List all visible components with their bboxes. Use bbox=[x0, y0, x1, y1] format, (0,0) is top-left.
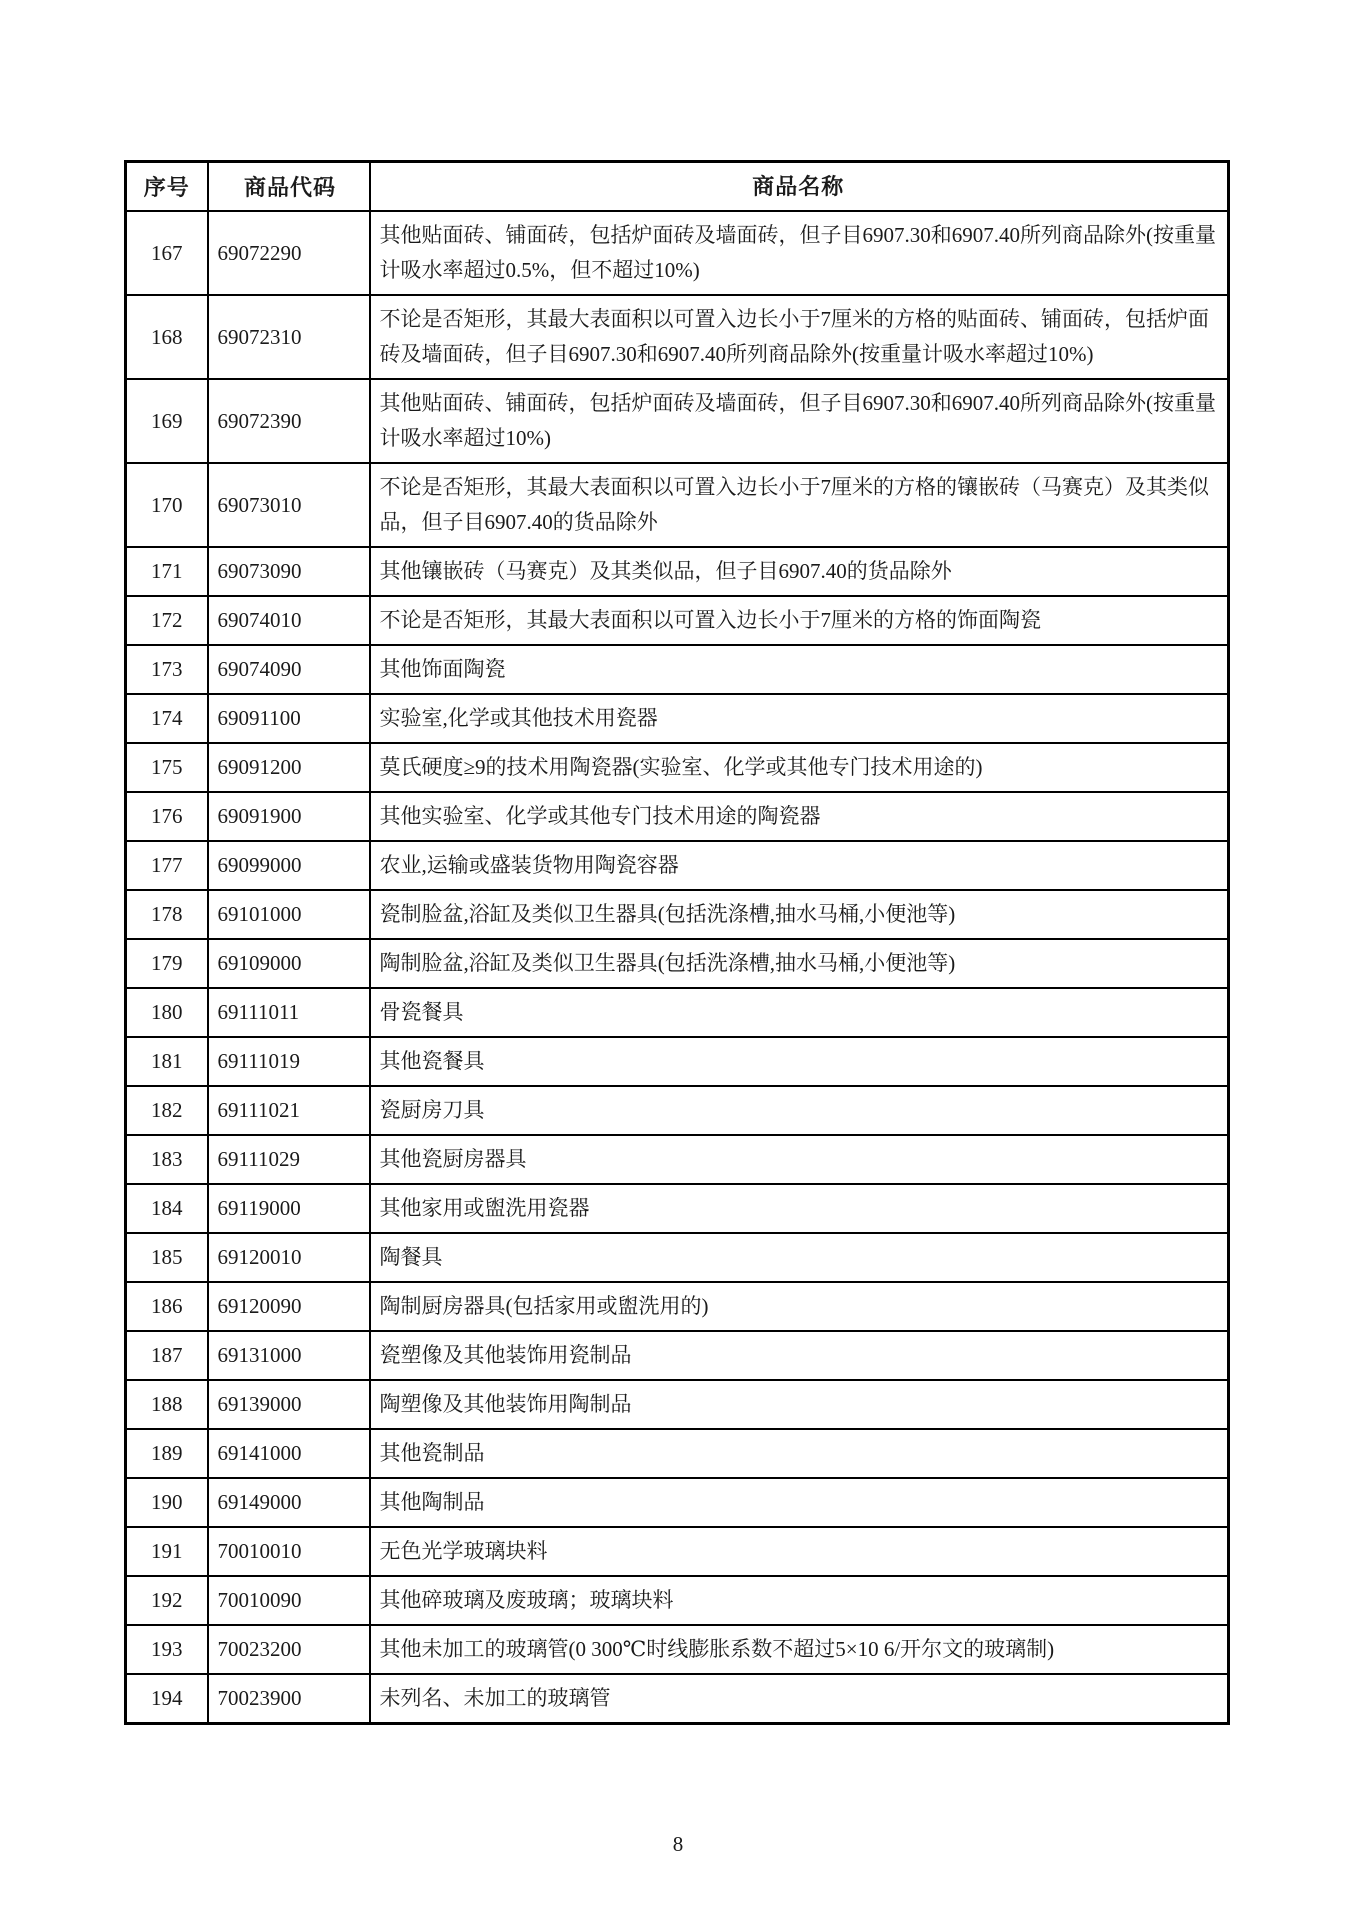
cell-code: 69091900 bbox=[208, 792, 370, 841]
cell-index: 171 bbox=[126, 547, 208, 596]
cell-code: 69111029 bbox=[208, 1135, 370, 1184]
cell-name: 陶制脸盆,浴缸及类似卫生器具(包括洗涤槽,抽水马桶,小便池等) bbox=[370, 939, 1229, 988]
table-row bbox=[126, 890, 1229, 939]
cell-index: 177 bbox=[126, 841, 208, 890]
cell-code: 70010010 bbox=[208, 1527, 370, 1576]
header-cell-code: 商品代码 bbox=[208, 162, 370, 212]
table-body bbox=[126, 211, 1229, 1724]
table-row bbox=[126, 939, 1229, 988]
cell-name: 瓷制脸盆,浴缸及类似卫生器具(包括洗涤槽,抽水马桶,小便池等) bbox=[370, 890, 1229, 939]
cell-index: 178 bbox=[126, 890, 208, 939]
cell-name: 不论是否矩形，其最大表面积以可置入边长小于7厘米的方格的饰面陶瓷 bbox=[370, 596, 1229, 645]
cell-index: 186 bbox=[126, 1282, 208, 1331]
cell-index: 167 bbox=[126, 211, 208, 295]
cell-name: 其他饰面陶瓷 bbox=[370, 645, 1229, 694]
page-number: 8 bbox=[672, 1832, 684, 1856]
table-row bbox=[126, 1576, 1229, 1625]
table-row bbox=[126, 1527, 1229, 1576]
cell-code: 69111019 bbox=[208, 1037, 370, 1086]
cell-code: 69074010 bbox=[208, 596, 370, 645]
table-row bbox=[126, 988, 1229, 1037]
cell-index: 169 bbox=[126, 379, 208, 463]
cell-index: 182 bbox=[126, 1086, 208, 1135]
table-row bbox=[126, 596, 1229, 645]
table-row bbox=[126, 211, 1229, 295]
cell-code: 69072290 bbox=[208, 211, 370, 295]
cell-name: 无色光学玻璃块料 bbox=[370, 1527, 1229, 1576]
cell-index: 176 bbox=[126, 792, 208, 841]
cell-name: 其他贴面砖、铺面砖，包括炉面砖及墙面砖，但子目6907.30和6907.40所列商品除外(按重量计吸水率超过10%) bbox=[370, 379, 1229, 463]
cell-name: 骨瓷餐具 bbox=[370, 988, 1229, 1037]
cell-index: 187 bbox=[126, 1331, 208, 1380]
table-row bbox=[126, 792, 1229, 841]
cell-code: 69111011 bbox=[208, 988, 370, 1037]
cell-code: 69119000 bbox=[208, 1184, 370, 1233]
table-row bbox=[126, 1086, 1229, 1135]
cell-index: 179 bbox=[126, 939, 208, 988]
table-row bbox=[126, 379, 1229, 463]
cell-index: 180 bbox=[126, 988, 208, 1037]
table-row bbox=[126, 1233, 1229, 1282]
cell-name: 其他实验室、化学或其他专门技术用途的陶瓷器 bbox=[370, 792, 1229, 841]
cell-code: 70023200 bbox=[208, 1625, 370, 1674]
table-row bbox=[126, 743, 1229, 792]
table-row bbox=[126, 1380, 1229, 1429]
cell-name: 不论是否矩形，其最大表面积以可置入边长小于7厘米的方格的贴面砖、铺面砖，包括炉面砖及墙面砖，但子目6907.30和6907.40所列商品除外(按重量计吸水率超过10%) bbox=[370, 295, 1229, 379]
cell-index: 175 bbox=[126, 743, 208, 792]
cell-code: 69139000 bbox=[208, 1380, 370, 1429]
cell-index: 190 bbox=[126, 1478, 208, 1527]
cell-index: 184 bbox=[126, 1184, 208, 1233]
table-row bbox=[126, 645, 1229, 694]
table-row bbox=[126, 1282, 1229, 1331]
cell-code: 69111021 bbox=[208, 1086, 370, 1135]
cell-name: 其他碎玻璃及废玻璃；玻璃块料 bbox=[370, 1576, 1229, 1625]
table-row bbox=[126, 1184, 1229, 1233]
table-row bbox=[126, 1674, 1229, 1724]
cell-name: 未列名、未加工的玻璃管 bbox=[370, 1674, 1229, 1724]
cell-code: 69072390 bbox=[208, 379, 370, 463]
cell-name: 其他贴面砖、铺面砖，包括炉面砖及墙面砖，但子目6907.30和6907.40所列商品除外(按重量计吸水率超过0.5%，但不超过10%) bbox=[370, 211, 1229, 295]
table-row bbox=[126, 1135, 1229, 1184]
table-row bbox=[126, 694, 1229, 743]
cell-index: 168 bbox=[126, 295, 208, 379]
cell-index: 191 bbox=[126, 1527, 208, 1576]
cell-name: 莫氏硬度≥9的技术用陶瓷器(实验室、化学或其他专门技术用途的) bbox=[370, 743, 1229, 792]
table-row bbox=[126, 1429, 1229, 1478]
cell-name: 其他家用或盥洗用瓷器 bbox=[370, 1184, 1229, 1233]
table-row bbox=[126, 295, 1229, 379]
table-row bbox=[126, 1478, 1229, 1527]
cell-index: 183 bbox=[126, 1135, 208, 1184]
cell-name: 瓷厨房刀具 bbox=[370, 1086, 1229, 1135]
cell-code: 69131000 bbox=[208, 1331, 370, 1380]
cell-index: 194 bbox=[126, 1674, 208, 1724]
cell-code: 69120090 bbox=[208, 1282, 370, 1331]
cell-name: 瓷塑像及其他装饰用瓷制品 bbox=[370, 1331, 1229, 1380]
cell-name: 陶制厨房器具(包括家用或盥洗用的) bbox=[370, 1282, 1229, 1331]
header-cell-index: 序号 bbox=[126, 162, 208, 212]
header-cell-name: 商品名称 bbox=[370, 162, 1229, 212]
cell-code: 70023900 bbox=[208, 1674, 370, 1724]
cell-name: 陶餐具 bbox=[370, 1233, 1229, 1282]
cell-name: 其他瓷制品 bbox=[370, 1429, 1229, 1478]
cell-index: 193 bbox=[126, 1625, 208, 1674]
table-row bbox=[126, 463, 1229, 547]
cell-index: 192 bbox=[126, 1576, 208, 1625]
cell-name: 其他未加工的玻璃管(0 300℃时线膨胀系数不超过5×10 6/开尔文的玻璃制) bbox=[370, 1625, 1229, 1674]
cell-index: 185 bbox=[126, 1233, 208, 1282]
cell-index: 173 bbox=[126, 645, 208, 694]
cell-index: 174 bbox=[126, 694, 208, 743]
cell-name: 陶塑像及其他装饰用陶制品 bbox=[370, 1380, 1229, 1429]
table-row bbox=[126, 1037, 1229, 1086]
cell-name: 农业,运输或盛装货物用陶瓷容器 bbox=[370, 841, 1229, 890]
cell-index: 189 bbox=[126, 1429, 208, 1478]
cell-code: 69141000 bbox=[208, 1429, 370, 1478]
cell-code: 69072310 bbox=[208, 295, 370, 379]
cell-code: 69101000 bbox=[208, 890, 370, 939]
cell-code: 69074090 bbox=[208, 645, 370, 694]
table-row bbox=[126, 547, 1229, 596]
cell-index: 181 bbox=[126, 1037, 208, 1086]
cell-name: 其他瓷餐具 bbox=[370, 1037, 1229, 1086]
commodity-table bbox=[124, 160, 1230, 1725]
table-row bbox=[126, 841, 1229, 890]
cell-code: 69109000 bbox=[208, 939, 370, 988]
cell-index: 170 bbox=[126, 463, 208, 547]
cell-name: 其他陶制品 bbox=[370, 1478, 1229, 1527]
cell-name: 实验室,化学或其他技术用瓷器 bbox=[370, 694, 1229, 743]
table-row bbox=[126, 1331, 1229, 1380]
table-header bbox=[126, 162, 1229, 212]
cell-code: 69099000 bbox=[208, 841, 370, 890]
header-row bbox=[126, 162, 1229, 212]
cell-code: 70010090 bbox=[208, 1576, 370, 1625]
cell-code: 69073090 bbox=[208, 547, 370, 596]
cell-index: 172 bbox=[126, 596, 208, 645]
table-row bbox=[126, 1625, 1229, 1674]
cell-code: 69120010 bbox=[208, 1233, 370, 1282]
cell-index: 188 bbox=[126, 1380, 208, 1429]
cell-name: 其他镶嵌砖（马赛克）及其类似品，但子目6907.40的货品除外 bbox=[370, 547, 1229, 596]
cell-name: 不论是否矩形，其最大表面积以可置入边长小于7厘米的方格的镶嵌砖（马赛克）及其类似品，但子目6907.40的货品除外 bbox=[370, 463, 1229, 547]
cell-code: 69073010 bbox=[208, 463, 370, 547]
cell-code: 69091100 bbox=[208, 694, 370, 743]
cell-code: 69091200 bbox=[208, 743, 370, 792]
cell-name: 其他瓷厨房器具 bbox=[370, 1135, 1229, 1184]
cell-code: 69149000 bbox=[208, 1478, 370, 1527]
